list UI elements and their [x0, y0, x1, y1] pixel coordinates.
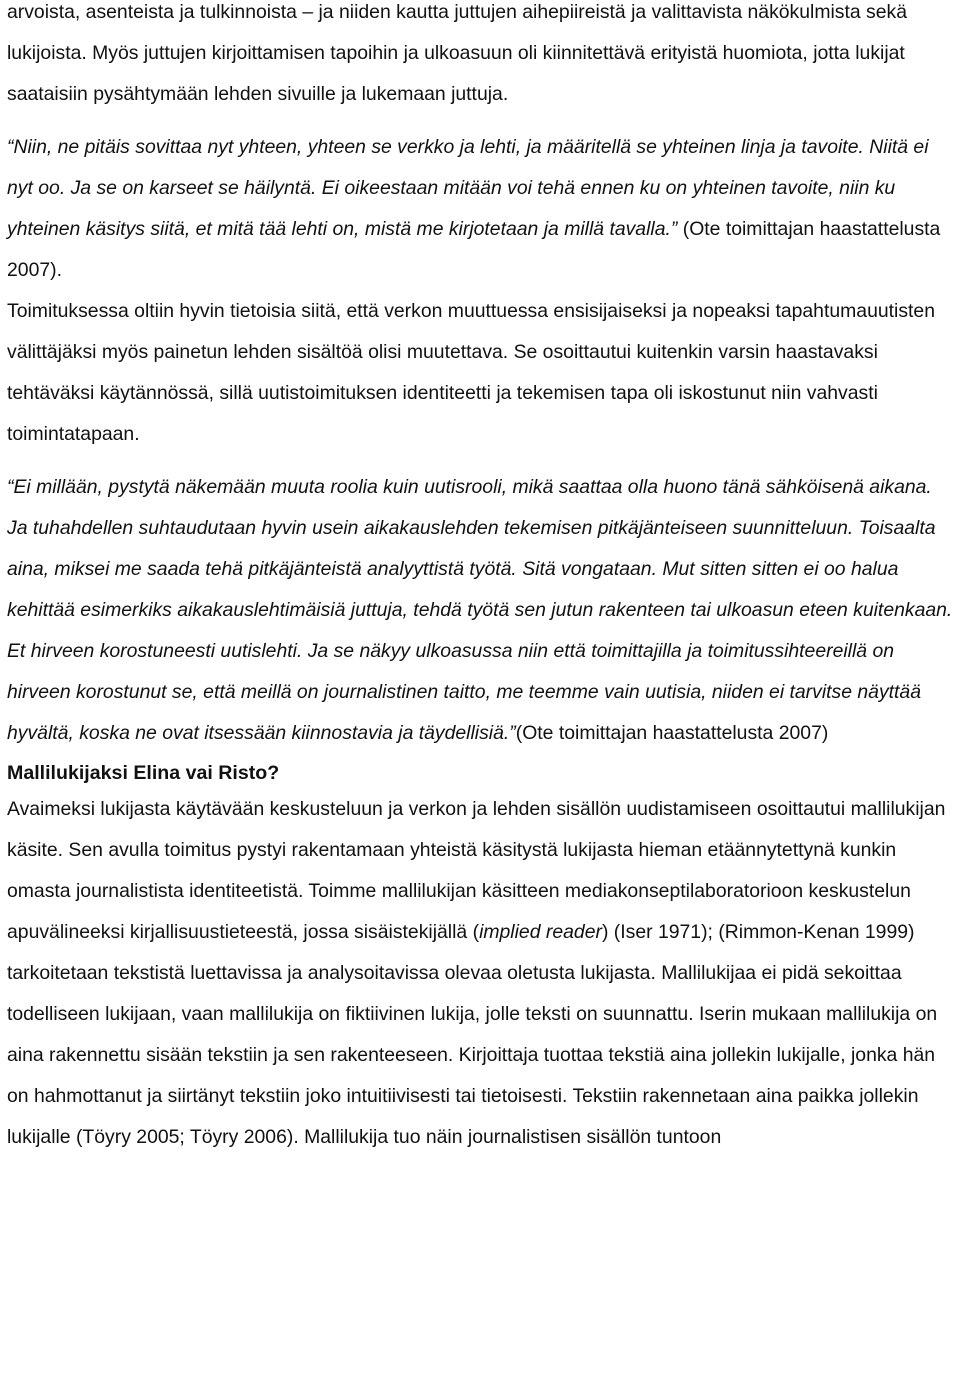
quote-text: “Ei millään, pystytä näkemään muuta roolia kuin uutisrooli, mikä saattaa olla huono tänä sähköisenä aikana. Ja tuhahdellen suhtaudutaan hyvin usein aikakauslehden tekemisen pitkäjänteiseen suunnitteluun. Toisaalta aina, miksei me saada tehä pitkäjänteistä analyyttistä työtä. Sitä vongataan. Mut sitten sitten ei oo halua kehittää esimerkiks aikakauslehtimäisiä juttuja, tehdä työtä sen jutun rakenteen tai ulkoasun eteen kuitenkaan. Et hirveen korostuneesti uutislehti. Ja se näkyy ulkoasussa niin että toimittajilla ja toimitussihteereillä on hirveen korostunut se, että meillä on journalistinen taitto, me teemme vain uutisia, niiden ei tarvitse näyttää hyvältä, koska ne ovat itsessään kiinnostavia ja täydellisiä.” — [7, 476, 953, 744]
paragraph-text: Avaimeksi lukijasta käytävään keskusteluun ja verkon ja lehden sisällön uudistamiseen osoittautui mallilukijan käsite. Sen avulla toimitus pystyi rakentamaan yhteistä käsitystä lukijasta hieman etäännytettynä kunkin omasta journalistista identiteetistä. Toimme mallilukijan käsitteen mediakonseptilaboratorioon keskustelun apuvälineeksi kirjallisuustieteestä, jossa sisäistekijällä ( — [7, 798, 946, 943]
quote-source: (Ote toimittajan haastattelusta 2007) — [515, 722, 829, 744]
quote-text: “Niin, ne pitäis sovittaa nyt yhteen, yhteen se verkko ja lehti, ja määritellä se yhteinen linja ja tavoite. Niitä ei nyt oo. Ja se on karseet se häilyntä. Ei oikeestaan mitään voi tehä ennen ku on yhteinen tavoite, niin ku yhteinen käsitys siitä, et mitä tää lehti on, mistä me kirjotetaan ja millä tavalla.” — [7, 136, 929, 240]
paragraph-text: ) (Iser 1971); (Rimmon-Kenan 1999) tarkoitetaan tekstistä luettavissa ja analysoitavissa olevaa oletusta lukijasta. Mallilukijaa ei pidä sekoittaa todelliseen lukijaan, vaan mallilukija on fiktiivinen lukija, jolle teksti on suunnattu. Iserin mukaan mallilukija on aina rakennettu sisään tekstiin ja sen rakenteeseen. Kirjoittaja tuottaa tekstiä aina jollekin lukijalle, jonka hän on hahmottanut ja siirtänyt tekstiin joko intuitiivisesti tai tietoisesti. Tekstiin rakennetaan aina paikka jollekin lukijalle (Töyry 2005; Töyry 2006). Mallilukija tuo näin journalistisen sisällön tuntoon — [7, 921, 938, 1148]
document-page — [7, 0, 957, 1158]
section-heading: Mallilukijaksi Elina vai Risto? — [7, 762, 280, 784]
emphasis-term: implied reader — [479, 921, 602, 943]
paragraph-newsroom: Toimituksessa oltiin hyvin tietoisia siitä, että verkon muuttuessa ensisijaiseksi ja nopeaksi tapahtumauutisten välittäjäksi myös painetun lehden sisältöä olisi muutettava. Se osoittautui kuitenkin varsin haastavaksi tehtäväksi käytännössä, sillä uutistoimituksen identiteetti ja tekemisen tapa oli iskostunut niin vahvasti toimintatapaan. — [7, 300, 935, 445]
paragraph-model-reader — [7, 789, 957, 1158]
paragraph-intro: arvoista, asenteista ja tulkinnoista – ja niiden kautta juttujen aihepiireistä ja valittavista näkökulmista sekä lukijoista. Myös juttujen kirjoittamisen tapoihin ja ulkoasuun oli kiinnitettävä erityistä huomiota, jotta lukijat saataisiin pysähtymään lehden sivuille ja lukemaan juttuja. — [7, 1, 908, 105]
quote-source: (Ote toimittajan haastattelusta 2007). — [7, 218, 941, 281]
interview-quote-2 — [7, 467, 957, 754]
interview-quote-1 — [7, 127, 957, 291]
